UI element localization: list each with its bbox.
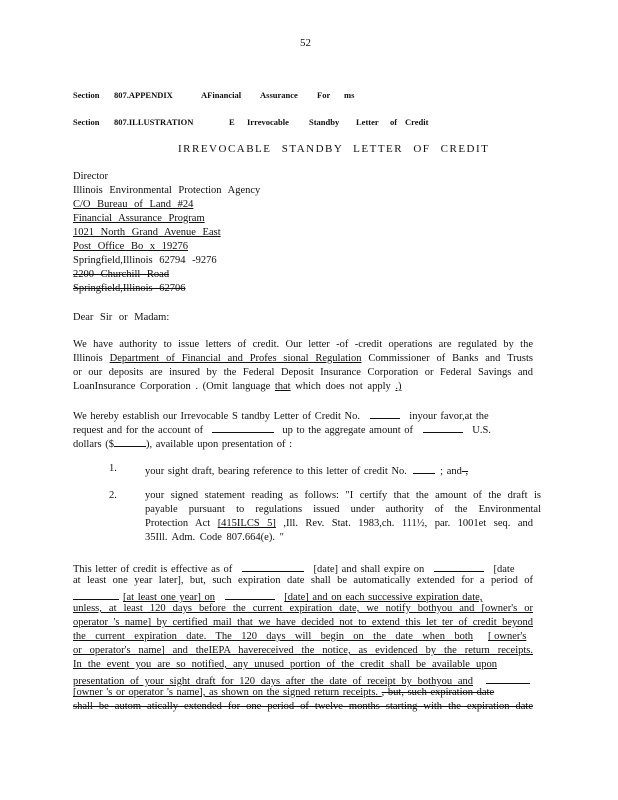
header-word: Standby — [309, 117, 340, 127]
inserted-text: presentation of your sight draft for 120 days after the date of receipt by bothyou and — [73, 676, 473, 687]
paragraph-line — [73, 381, 402, 392]
recipient-blank[interactable] — [486, 673, 530, 684]
inserted-text: [at least one year] on — [123, 592, 216, 603]
paragraph-line: operator 's name] by certified mail that we have decided not to extend this let ter of credit beyond — [73, 617, 533, 628]
header-word: ms — [344, 90, 355, 100]
header-section-number: 807.ILLUSTRATION — [114, 117, 194, 127]
address-line: Springfield,Illinois 62794 -9276 — [73, 255, 217, 266]
inserted-text: [415ILCS 5] — [217, 518, 276, 529]
text-run: ,Ill. Rev. Stat. 1983,ch. 111½, par. 1001et seq. and — [275, 518, 533, 529]
salutation: Dear Sir or Madam: — [73, 312, 170, 323]
credit-number-blank[interactable] — [370, 408, 400, 419]
paragraph-line: [ owner's — [488, 631, 527, 642]
list-item-line — [145, 518, 533, 529]
header-word: Letter — [356, 117, 379, 127]
document-title: IRREVOCABLE STANDBY LETTER OF CREDIT — [178, 143, 490, 155]
header-section-label: Section — [73, 90, 100, 100]
draft-number-blank[interactable] — [413, 463, 435, 474]
address-line: 1021 North Grand Avenue East — [73, 227, 221, 238]
extension-date-blank[interactable] — [225, 589, 275, 600]
paragraph-line: In the event you are so notified, any unused portion of the credit shall be available upon — [73, 659, 497, 670]
address-line-struck: Springfield,Illinois 62706 — [73, 283, 186, 294]
paragraph-line — [73, 436, 292, 450]
header-appendix-label: AFinancial — [201, 90, 242, 100]
inserted-text: Department of Financial and Profes sional Regulation — [109, 353, 362, 364]
text-run: Commissioner of Banks and Trusts — [361, 353, 533, 364]
list-item-text — [145, 463, 468, 477]
address-line: Director — [73, 171, 108, 182]
list-number: 2. — [109, 490, 117, 501]
text-run: which does not apply — [290, 381, 396, 392]
header-word: For — [317, 90, 331, 100]
header-word: Irrevocable — [247, 117, 289, 127]
address-line: Post Office Bo x 19276 — [73, 241, 188, 252]
text-run: your sight draft, bearing reference to this letter of credit No. — [145, 466, 407, 477]
struck-text: , but, such expiration date — [381, 687, 495, 698]
paragraph-line: or our deposits are insured by the Federal Deposit Insurance Corporation or Federal Savings and — [73, 367, 533, 378]
inserted-text: that — [274, 381, 291, 392]
text-run: ), available upon presentation of : — [145, 439, 293, 450]
inserted-text: [owner 's or operator 's name], as shown on the signed return receipts. — [73, 687, 382, 698]
text-run: We hereby establish our Irrevocable S tandby Letter of Credit No. — [73, 411, 361, 422]
period-blank[interactable] — [73, 589, 119, 600]
header-word: of — [390, 117, 398, 127]
address-line: C/O Bureau of Land #24 — [73, 199, 194, 210]
address-line-struck: 2200 Churchill Road — [73, 269, 170, 280]
list-number: 1. — [109, 463, 117, 474]
text-run: [date] and shall expire on — [313, 564, 425, 575]
list-item-line: payable pursuant to regulations issued under authority of the Environmental — [145, 504, 541, 515]
header-word: Assurance — [260, 90, 298, 100]
paragraph-line — [73, 673, 533, 687]
effective-date-blank[interactable] — [242, 561, 304, 572]
paragraph-line: or operator's name] and theIEPA havereceived the notice, as evidenced by the return receipts. — [73, 645, 533, 656]
text-run: request and for the account of — [73, 425, 204, 436]
list-item-line: your signed statement reading as follows: "I certify that the amount of the draft is — [145, 490, 541, 501]
address-line: Financial Assurance Program — [73, 213, 205, 224]
text-run: This letter of credit is effective as of — [73, 564, 233, 575]
inserted-text: [date] and on each successive expiration date, — [284, 592, 483, 603]
paragraph-line: at least one year later], but, such expiration date shall be automatically extended for a period of — [73, 575, 533, 586]
paragraph-line — [73, 353, 533, 364]
header-section-number: 807.APPENDIX — [114, 90, 173, 100]
text-run: inyour favor,at the — [409, 411, 489, 422]
amount-blank[interactable] — [423, 422, 463, 433]
list-item-line: 35Ill. Adm. Code 807.664(e). " — [145, 532, 284, 543]
page-number: 52 — [300, 37, 311, 49]
header-section-label: Section — [73, 117, 100, 127]
text-run: Illinois — [73, 353, 110, 364]
inserted-text: .) — [395, 381, 402, 392]
header-word: Credit — [405, 117, 429, 127]
paragraph-line — [73, 687, 494, 698]
text-run: ; and — [440, 466, 462, 477]
address-line: Illinois Environmental Protection Agency — [73, 185, 261, 196]
text-run: LoanInsurance Corporation . (Omit language — [73, 381, 275, 392]
text-run: up to the aggregate amount of — [282, 425, 413, 436]
paragraph-line-struck: shall be autom atically extended for one period of twelve months starting with the expiration date — [73, 701, 533, 712]
dollars-blank[interactable] — [114, 436, 146, 447]
paragraph-line: We have authority to issue letters of credit. Our letter -of -credit operations are regulated by the — [73, 339, 533, 350]
paragraph-line — [73, 589, 482, 603]
text-run: [date — [493, 564, 515, 575]
paragraph-line: unless, at least 120 days before the current expiration date, we notify bothyou and [owner's or — [73, 603, 533, 614]
paragraph-line: the current expiration date. The 120 days will begin on the date when both — [73, 631, 473, 642]
text-run: Protection Act — [145, 518, 218, 529]
text-run: dollars ($ — [73, 439, 114, 450]
paragraph-line — [73, 408, 489, 422]
paragraph-line — [73, 422, 491, 436]
text-run: U.S. — [472, 425, 491, 436]
struck-text: , — [461, 466, 469, 477]
account-blank[interactable] — [212, 422, 274, 433]
expiry-date-blank[interactable] — [434, 561, 484, 572]
header-illustration-label: E — [229, 117, 235, 127]
paragraph-line — [73, 561, 515, 575]
